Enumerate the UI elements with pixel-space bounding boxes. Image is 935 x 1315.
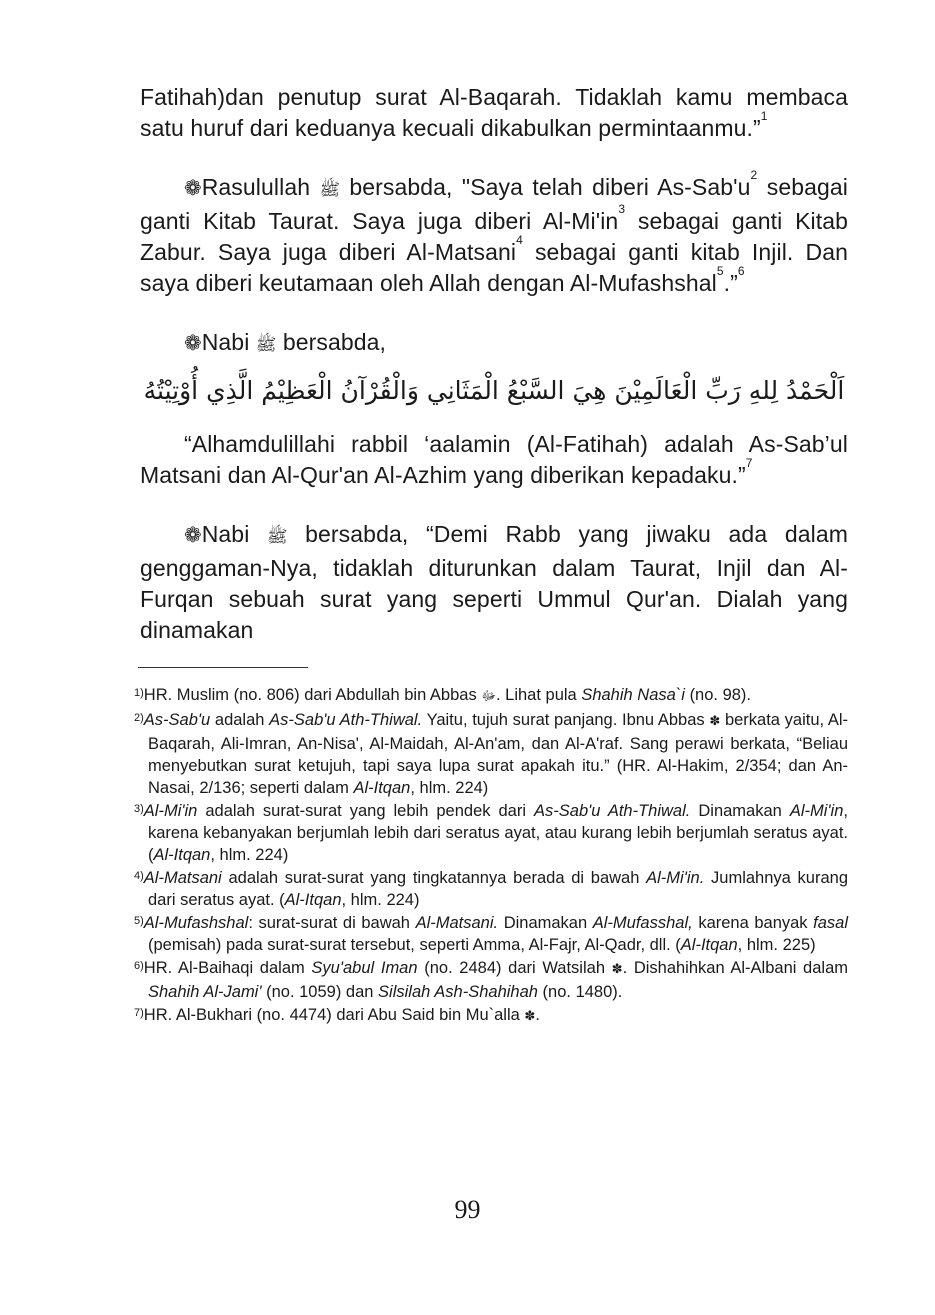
paragraph-4 (140, 429, 848, 491)
paragraph-2 (140, 168, 849, 299)
paragraph-2-text-c: sebagai ganti Kitab Taurat. Saya juga diberi Al-Mi'in (140, 174, 848, 234)
footnote-4 (134, 867, 848, 911)
footnote-6 (134, 957, 848, 1003)
footnote-ref-3: 3 (618, 202, 626, 216)
footnote-term: Al-Mi'in (143, 802, 198, 820)
paragraph-4-text: “Alhamdulillahi rabbil ‘aalamin (Al-Fatihah) adalah As-Sab’ul Matsani dan Al-Qur'an Al-Azhim yang diberikan kepadaku.” (140, 431, 848, 488)
footnote-text: adalah surat-surat yang tingkatannya berada di bawah (228, 869, 640, 887)
salawat-icon: ﷺ (267, 527, 288, 547)
footnote-term: Al-Matsani (143, 869, 222, 887)
footnote-text: (no. 1059) dan (266, 983, 374, 1001)
footnote-title: Al-Itqan (284, 891, 342, 909)
footnote-term: Al-Matsani. (415, 914, 499, 932)
footnote-ref-1: 1 (760, 109, 768, 123)
footnote-text: HR. Al-Bukhari (no. 4474) dari Abu Said bin Mu`alla (143, 1006, 520, 1024)
paragraph-2-text-b: bersabda, "Saya telah diberi As-Sab'u (349, 174, 751, 200)
footnote-text: . (535, 1006, 540, 1024)
paragraph-3 (140, 327, 848, 361)
footnote-term: As-Sab'u Ath-Thiwal. (269, 711, 423, 729)
main-text (140, 82, 848, 646)
footnote-text: HR. Al-Baihaqi dalam (143, 959, 305, 977)
footnote-number: 6) (134, 960, 144, 972)
paragraph-5 (140, 519, 848, 646)
radhiyallahu-icon: ✽ (709, 714, 721, 729)
footnote-text: : surat-surat di bawah (248, 914, 410, 932)
footnote-5 (134, 912, 848, 956)
paragraph-5-text-b: bersabda, “Demi Rabb yang jiwaku ada dalam genggaman-Nya, tidaklah diturunkan dalam Taurat, Injil dan Al-Furqan sebuah surat yang seperti Ummul Qur'an. Dialah yang dinamakan (140, 521, 848, 643)
page-number: 99 (454, 1195, 481, 1224)
footnote-ref-7: 7 (745, 456, 753, 470)
footnote-text: karena banyak (698, 914, 808, 932)
flower-icon: ❁ (184, 331, 202, 355)
footnote-text: . Lihat pula (496, 686, 577, 704)
footnote-term: Al-Mi'in. (646, 869, 705, 887)
footnote-text: adalah (214, 711, 265, 729)
footnote-text: (no. 1480). (542, 983, 623, 1001)
footnote-term: As-Sab'u Ath-Thiwal. (534, 802, 691, 820)
footnote-title: Al-Itqan (153, 846, 211, 864)
footnote-title: Silsilah Ash-Shahihah (378, 983, 538, 1001)
footnote-text: , karena kebanyakan berjumlah lebih dari seratus ayat, atau kurang lebih berjumlah seratus ayat. ( (148, 802, 848, 864)
radhiyallahu-icon: ✽ (611, 962, 623, 977)
paragraph-2-text-a: Rasulullah (201, 174, 311, 200)
footnote-ref-6: 6 (737, 264, 745, 278)
paragraph-1-text: Fatihah)dan penutup surat Al-Baqarah. Tidaklah kamu membaca satu huruf dari keduanya kecuali dikabulkan permintaanmu.” (140, 84, 848, 141)
footnote-text: , hlm. 225) (737, 936, 816, 954)
footnote-ref-2: 2 (750, 168, 758, 182)
footnote-number: 7) (134, 1007, 144, 1019)
paragraph-2-text-d: sebagai ganti Kitab Zabur. Saya juga diberi Al-Matsani (140, 208, 848, 265)
footnote-number: 2) (134, 712, 144, 724)
footnote-title: Shahih Nasa`i (581, 686, 685, 704)
footnote-2 (134, 709, 848, 799)
footnote-text: . Dishahihkan Al-Albani dalam (622, 959, 849, 977)
footnote-text: Yaitu, tujuh surat panjang. Ibnu Abbas (426, 711, 705, 729)
footnote-ref-5: 5 (716, 264, 724, 278)
footnote-3 (134, 800, 848, 866)
footnote-divider (138, 667, 308, 668)
paragraph-1 (140, 82, 848, 144)
footnote-term: fasal (813, 914, 849, 932)
footnote-title: Al-Itqan (680, 936, 738, 954)
honorific-icon: ﷻ (481, 689, 496, 704)
paragraph-3-text-a: Nabi (201, 329, 250, 355)
footnote-text: berkata yaitu, Al-Baqarah, Ali-Imran, An-Nisa', Al-Maidah, Al-An'am, dan Al-A'raf. Sang perawi berkata, “Beliau menyebutkan surat ketujuh, tapi saya lupa surat apakah itu.” (HR. Al-Hakim, 2/354; dan An-Nasai, 2/136; seperti dalam (148, 711, 849, 797)
salawat-icon: ﷺ (319, 180, 341, 200)
flower-icon: ❁ (184, 176, 202, 200)
footnote-number: 1) (134, 687, 144, 699)
footnote-ref-4: 4 (516, 233, 523, 247)
radhiyallahu-icon: ✽ (524, 1009, 536, 1024)
footnote-title: Shahih Al-Jami' (148, 983, 262, 1001)
footnote-text: , hlm. 224) (410, 779, 489, 797)
paragraph-2-text-e: sebagai ganti kitab Injil. Dan saya diberi keutamaan oleh Allah dengan Al-Mufashshal (140, 239, 849, 296)
footnote-7 (134, 1004, 848, 1028)
footnote-text: (no. 2484) dari Watsilah (424, 959, 605, 977)
arabic-verse: اَلْحَمْدُ لِلهِ رَبِّ الْعَالَمِيْنَ هِيَ السَّبْعُ الْمَثَانِي وَالْقُرْآنُ الْعَظِيْمُ الَّذِي أُوْتِيْتُهُ (143, 376, 845, 405)
footnote-text: Jumlahnya kurang dari seratus ayat. ( (148, 869, 848, 909)
footnote-term: Al-Mi'in (789, 802, 844, 820)
flower-icon: ❁ (184, 523, 202, 547)
footnote-term: As-Sab'u (143, 711, 211, 729)
footnote-text: Dinamakan (698, 802, 782, 820)
paragraph-5-text-a: Nabi (201, 521, 250, 547)
footnote-number: 5) (134, 915, 144, 927)
footnote-term: Al-Mufashshal (143, 914, 249, 932)
footnote-text: , hlm. 224) (341, 891, 420, 909)
footnote-text: (no. 98). (689, 686, 752, 704)
footnote-text: HR. Muslim (no. 806) dari Abdullah bin Abbas (143, 686, 477, 704)
footnote-1 (134, 684, 848, 708)
footnote-title: Syu'abul Iman (311, 959, 418, 977)
salawat-icon: ﷺ (255, 335, 277, 355)
footnote-text: , hlm. 224) (210, 846, 289, 864)
paragraph-3-text-b: bersabda, (282, 329, 387, 355)
footnote-number: 3) (134, 803, 144, 815)
footnotes (134, 684, 848, 1029)
footnote-text: adalah surat-surat yang lebih pendek dari (205, 802, 527, 820)
footnote-title: Al-Itqan (353, 779, 411, 797)
footnote-term: Al-Mufasshal, (592, 914, 693, 932)
footnote-number: 4) (134, 870, 144, 882)
footnote-text: Dinamakan (503, 914, 588, 932)
paragraph-2-text-f: .” (723, 270, 738, 296)
footnote-text: (pemisah) pada surat-surat tersebut, seperti Amma, Al-Fajr, Al-Qadr, dll. ( (148, 936, 681, 954)
